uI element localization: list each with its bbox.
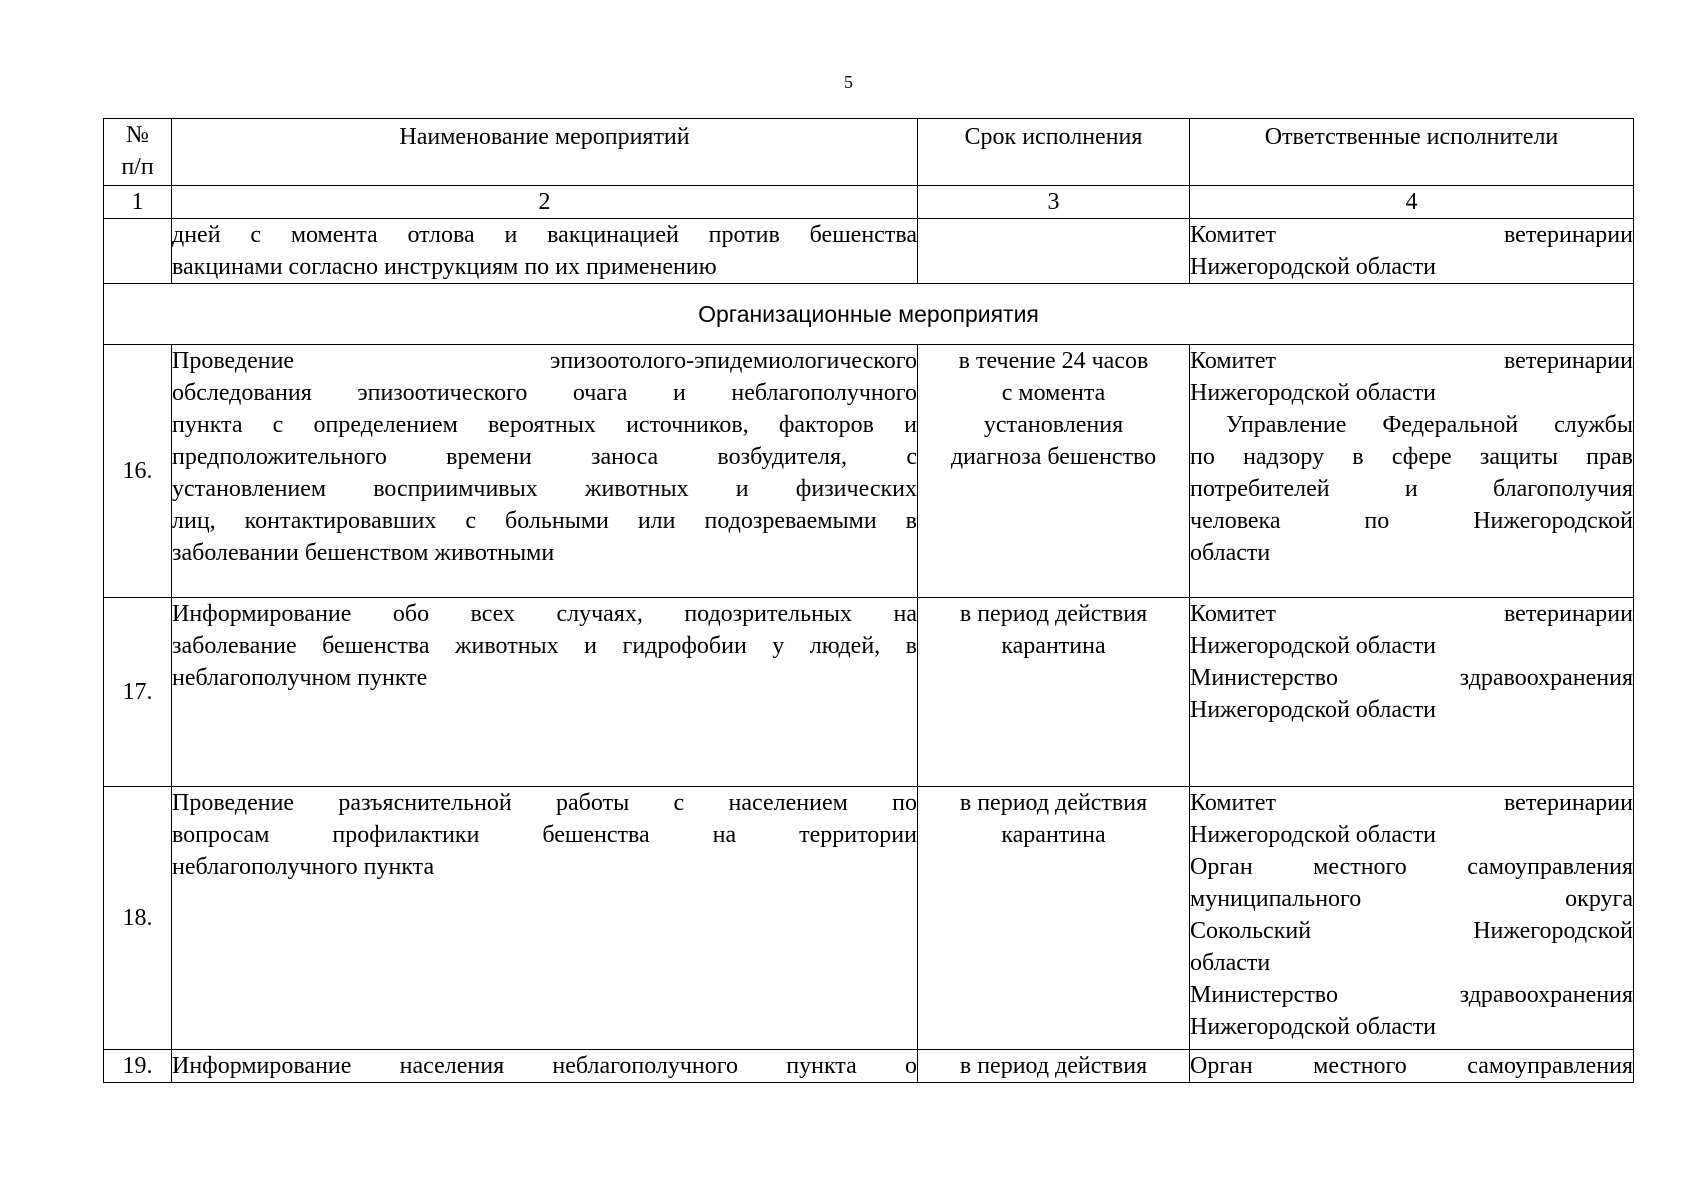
measure-name-line: Проведение эпизоотолого-эпидемиологического xyxy=(172,348,917,374)
responsible-cell xyxy=(1190,598,1634,787)
measure-name-line: неблагополучном пункте xyxy=(172,665,428,691)
term-cell xyxy=(918,598,1190,787)
responsible-line: Орган местного самоуправления xyxy=(1190,1053,1633,1079)
responsible-line: человека по Нижегородской xyxy=(1190,508,1633,534)
term-cell xyxy=(918,219,1190,284)
term-line: диагноза бешенство xyxy=(950,444,1157,470)
responsible-cell xyxy=(1190,345,1634,598)
responsible-line: Нижегородской области xyxy=(1190,380,1437,406)
term-cell xyxy=(918,345,1190,598)
responsible-line: Комитет ветеринарии xyxy=(1190,222,1633,248)
responsible-cell xyxy=(1190,1050,1634,1083)
measure-name-line: Информирование населения неблагополучного пункта о xyxy=(172,1053,917,1079)
section-row xyxy=(104,284,1634,345)
measure-name-line: неблагополучного пункта xyxy=(172,854,435,880)
row-number-cell xyxy=(104,219,172,284)
term-line: карантина xyxy=(1001,633,1106,659)
header-num-line-1: № xyxy=(126,122,149,148)
term-line: карантина xyxy=(1001,822,1106,848)
continuation-row xyxy=(104,219,1634,284)
responsible-line: Сокольский Нижегородской xyxy=(1190,918,1633,944)
table-row xyxy=(104,1050,1634,1083)
responsible-line: Нижегородской области xyxy=(1190,254,1437,280)
header-num xyxy=(104,119,172,186)
measure-name-cell xyxy=(172,1050,918,1083)
responsible-line: Министерство здравоохранения xyxy=(1190,665,1633,691)
measure-name-cell xyxy=(172,787,918,1050)
row-number: 18. xyxy=(104,787,172,1050)
measure-name-line: предположительного времени заноса возбудителя, с xyxy=(172,444,917,470)
measure-name-line: заболевание бешенства животных и гидрофобии у людей, в xyxy=(172,633,917,659)
responsible-line: Комитет ветеринарии xyxy=(1190,601,1633,627)
measure-name-line: вакцинами согласно инструкциям по их применению xyxy=(172,254,717,280)
measure-name-cell xyxy=(172,345,918,598)
row-number: 19. xyxy=(104,1050,172,1083)
table-header-row xyxy=(104,119,1634,186)
measure-name-line: установлением восприимчивых животных и физических xyxy=(172,476,917,502)
measure-name-line: Информирование обо всех случаях, подозрительных на xyxy=(172,601,917,627)
responsible-line: муниципального округа xyxy=(1190,886,1633,912)
measure-name-line: Проведение разъяснительной работы с населением по xyxy=(172,790,917,816)
column-number: 3 xyxy=(918,186,1190,219)
responsible-line: Орган местного самоуправления xyxy=(1190,854,1633,880)
term-line: установления xyxy=(983,412,1124,438)
term-line: в период действия xyxy=(959,1053,1148,1079)
responsible-line: по надзору в сфере защиты прав xyxy=(1190,444,1633,470)
responsible-line: Комитет ветеринарии xyxy=(1190,348,1633,374)
measure-name-cell xyxy=(172,598,918,787)
column-number: 1 xyxy=(104,186,172,219)
term-line: в течение 24 часов xyxy=(958,348,1149,374)
term-cell xyxy=(918,1050,1190,1083)
header-name: Наименование мероприятий xyxy=(172,119,918,186)
table-row xyxy=(104,787,1634,1050)
responsible-line: Управление Федеральной службы xyxy=(1190,412,1633,438)
measure-name-line: заболевании бешенством животными xyxy=(172,540,555,566)
table-row xyxy=(104,598,1634,787)
responsible-line: потребителей и благополучия xyxy=(1190,476,1633,502)
term-line: в период действия xyxy=(959,790,1148,816)
measure-name-cell xyxy=(172,219,918,284)
responsible-line: Нижегородской области xyxy=(1190,1014,1437,1040)
measure-name-line: пункта с определением вероятных источников, факторов и xyxy=(172,412,917,438)
page-number: 5 xyxy=(844,72,853,92)
table-row xyxy=(104,345,1634,598)
responsible-cell xyxy=(1190,787,1634,1050)
responsible-line: Нижегородской области xyxy=(1190,822,1437,848)
measure-name-line: обследования эпизоотического очага и неблагополучного xyxy=(172,380,917,406)
responsible-line: Нижегородской области xyxy=(1190,697,1437,723)
term-line: в период действия xyxy=(959,601,1148,627)
row-number: 17. xyxy=(104,598,172,787)
responsible-line: Нижегородской области xyxy=(1190,633,1437,659)
responsible-line: Комитет ветеринарии xyxy=(1190,790,1633,816)
responsible-line: области xyxy=(1190,540,1271,566)
responsible-line: Министерство здравоохранения xyxy=(1190,982,1633,1008)
column-number-row xyxy=(104,186,1634,219)
responsible-line: области xyxy=(1190,950,1271,976)
responsible-cell xyxy=(1190,219,1634,284)
measure-name-line: вопросам профилактики бешенства на территории xyxy=(172,822,917,848)
row-number: 16. xyxy=(104,345,172,598)
header-responsible: Ответственные исполнители xyxy=(1190,119,1634,186)
column-number: 2 xyxy=(172,186,918,219)
measures-table xyxy=(103,118,1634,1083)
term-cell xyxy=(918,787,1190,1050)
column-number: 4 xyxy=(1190,186,1634,219)
term-line: с момента xyxy=(1001,380,1106,406)
measure-name-line: лиц, контактировавших с больными или подозреваемыми в xyxy=(172,508,917,534)
header-term: Срок исполнения xyxy=(918,119,1190,186)
section-title: Организационные мероприятия xyxy=(104,284,1634,345)
measure-name-line: дней с момента отлова и вакцинацией против бешенства xyxy=(172,222,917,248)
header-num-line-2: п/п xyxy=(121,154,154,180)
